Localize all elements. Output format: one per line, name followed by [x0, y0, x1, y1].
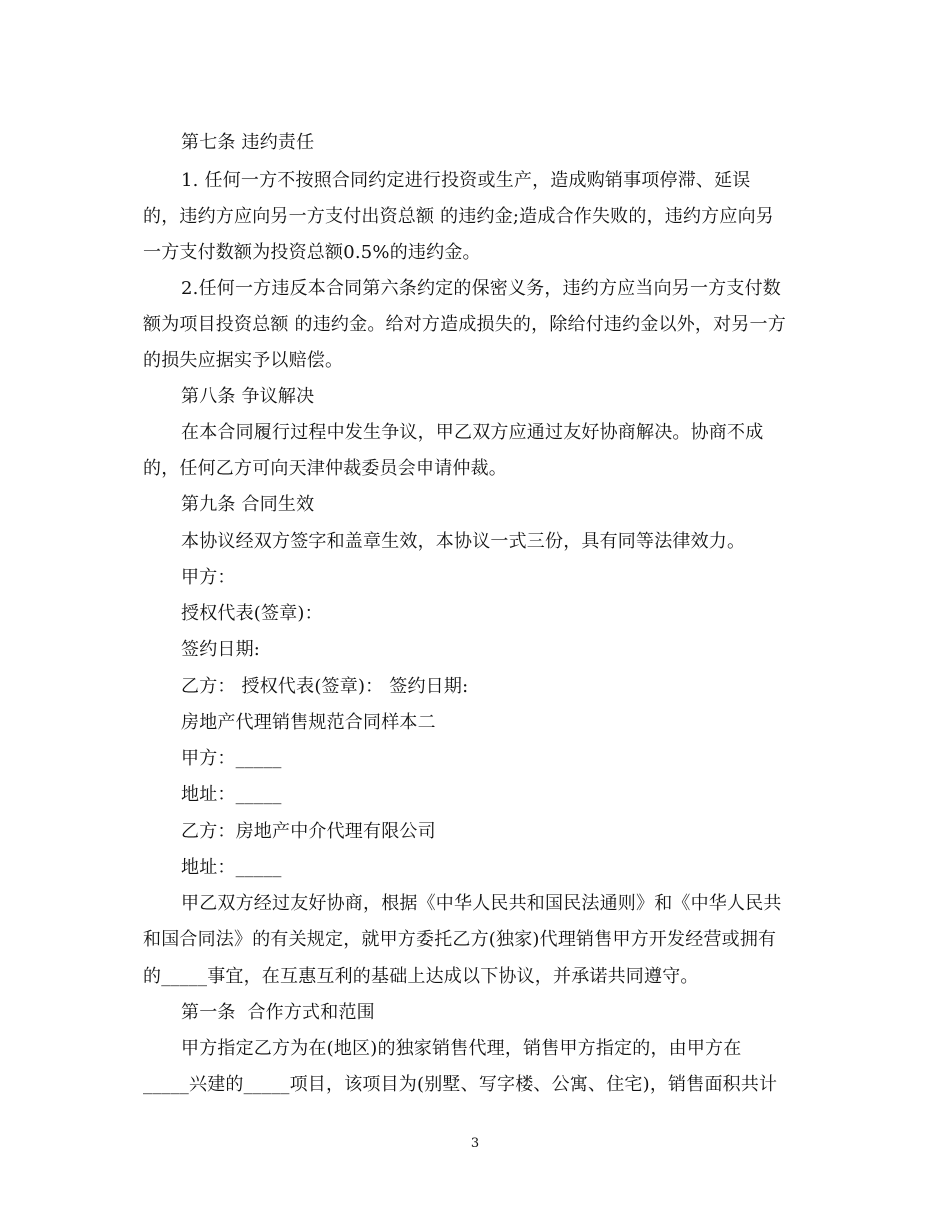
signature-label: 授权代表(签章)：	[181, 603, 323, 624]
paragraph-line: 在本合同履行过程中发生争议，甲乙双方应通过友好协商解决。协商不成	[181, 422, 764, 443]
signing-date-label: 签约日期:	[181, 639, 261, 660]
paragraph-line: 2.任何一方违反本合同第六条约定的保密义务，违约方应当向另一方支付数	[181, 278, 781, 299]
section-heading-1: 第一条 合作方式和范围	[181, 1002, 375, 1023]
paragraph-line: 额为项目投资总额 的违约金。给对方造成损失的，除给付违约金以外，对另一方	[143, 314, 786, 335]
party-a-label: 甲方：	[181, 567, 236, 588]
paragraph-line: _____兴建的_____项目，该项目为(别墅、写字楼、公寓、住宅)，销售面积共计	[143, 1074, 778, 1095]
party-b-signature-line: 乙方： 授权代表(签章)： 签约日期:	[181, 676, 469, 697]
party-a-field: 甲方：_____	[181, 748, 282, 769]
paragraph-line: 一方支付数额为投资总额0.5%的违约金。	[143, 242, 481, 263]
paragraph-line: 甲方指定乙方为在(地区)的独家销售代理，销售甲方指定的，由甲方在	[181, 1038, 742, 1059]
address-field: 地址：_____	[181, 857, 282, 878]
party-b-field: 乙方：房地产中介代理有限公司	[181, 821, 436, 842]
section-heading-9: 第九条 合同生效	[181, 494, 315, 515]
contract-title: 房地产代理销售规范合同样本二	[181, 712, 436, 733]
paragraph-line: 的，违约方应向另一方支付出资总额 的违约金;造成合作失败的，违约方应向另	[143, 206, 774, 227]
paragraph-line: 甲乙双方经过友好协商，根据《中华人民共和国民法通则》和《中华人民共	[181, 893, 782, 914]
paragraph-line: 的损失应据实予以赔偿。	[143, 350, 344, 371]
paragraph-line: 本协议经双方签字和盖章生效，本协议一式三份，具有同等法律效力。	[181, 531, 746, 552]
paragraph-line: 和国合同法》的有关规定，就甲方委托乙方(独家)代理销售甲方开发经营或拥有	[143, 929, 777, 950]
paragraph-line: 的，任何乙方可向天津仲裁委员会申请仲裁。	[143, 458, 507, 479]
paragraph-line: 1. 任何一方不按照合同约定进行投资或生产，造成购销事项停滞、延误	[181, 170, 751, 191]
page-number: 3	[470, 1136, 480, 1151]
paragraph-line: 的_____事宜，在互惠互利的基础上达成以下协议，并承诺共同遵守。	[143, 966, 699, 987]
address-field: 地址：_____	[181, 784, 282, 805]
section-heading-7: 第七条 违约责任	[181, 132, 315, 153]
section-heading-8: 第八条 争议解决	[181, 386, 315, 407]
